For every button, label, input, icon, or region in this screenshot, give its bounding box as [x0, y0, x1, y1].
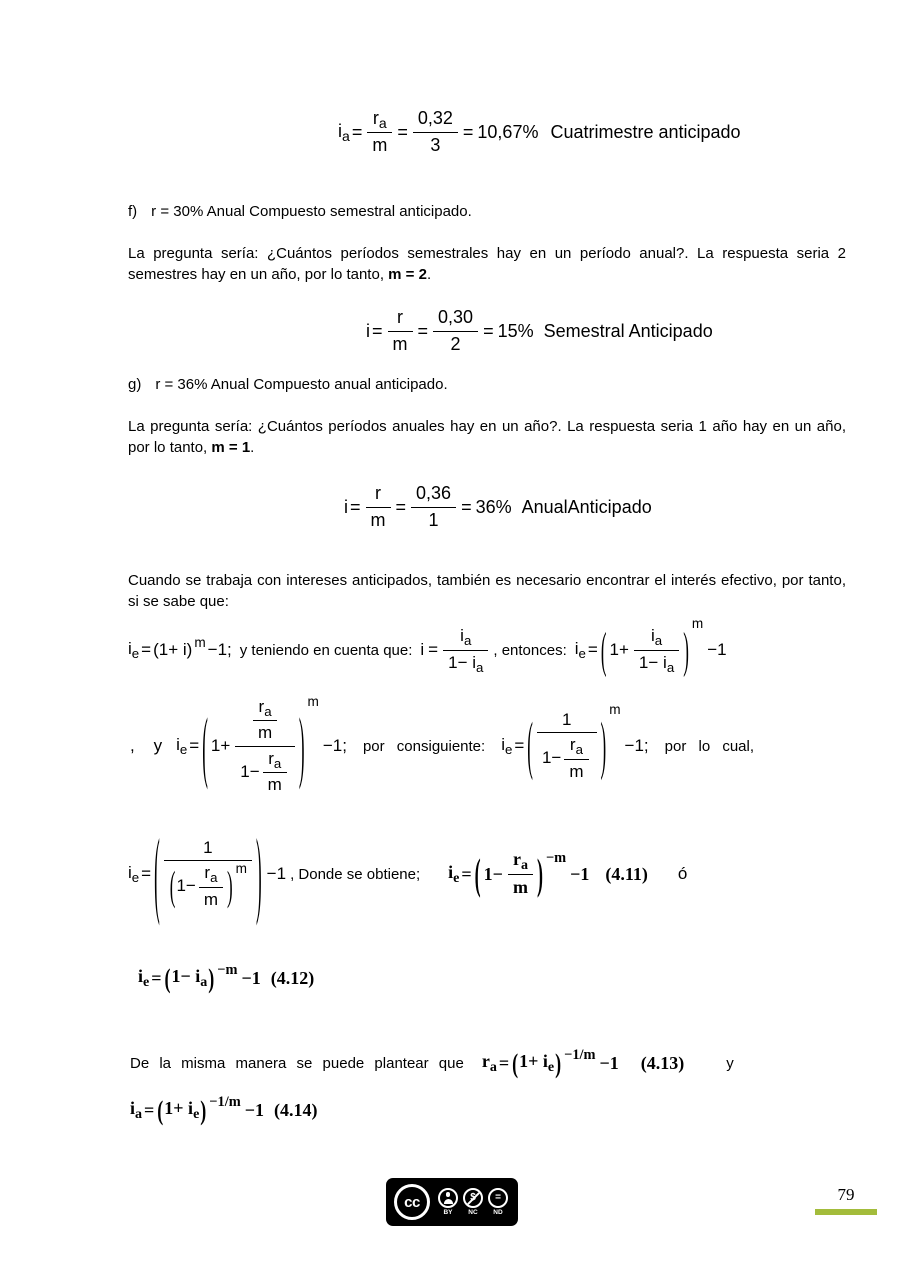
fraction-ia-1-ia: $\frac{i_a}{1- i_a}$: [443, 626, 488, 673]
paragraph-semestral: [128, 243, 846, 285]
fraction-r-m: $\frac{r}{m}$: [366, 483, 391, 531]
fraction-ra-m: $\frac{r_a}{m}$: [564, 735, 588, 782]
paren-open: (: [169, 863, 176, 910]
page-number-box: [815, 1185, 877, 1215]
equals: =: [395, 496, 407, 517]
fraction-ra-m: $\frac{r_a}{m}$: [367, 108, 392, 157]
cc-nc-icon: [463, 1188, 483, 1208]
formula-line-412: [138, 953, 316, 1003]
equation-number: (4.12): [270, 967, 315, 988]
var-ie: $i_e$: [128, 863, 140, 886]
paragraph-text: La pregunta sería: ¿Cuántos períodos anuales hay en un año?. La respuesta seria 1 año hay en un año, por lo tanto,: [128, 418, 846, 456]
equation-4-13: $r_a$ = ( $1+ i_e$ ) −1/m −1 (4.13): [481, 1046, 685, 1079]
exponent: −m: [217, 961, 238, 978]
paragraph-text: .: [250, 439, 255, 456]
var-i: i: [344, 496, 348, 517]
cc-nd-icon: =: [488, 1188, 508, 1208]
equals: =: [397, 121, 408, 142]
formula-label: Cuatrimestre anticipado: [550, 121, 741, 142]
paren-group: ( 1+ $\frac{r_a}{m}$ 1− $\frac{r_a}{m}$ ) m: [202, 694, 319, 794]
fraction-ra-m: $\frac{r_a}{m}$: [263, 749, 287, 796]
item-text: r = 36% Anual Compuesto anual anticipado.: [155, 376, 448, 393]
equation-4-14: $i_a$ = ( $1+ i_e$ ) −1/m −1 (4.14): [130, 1093, 318, 1126]
formula-anual-anticipado: [344, 479, 654, 535]
person-icon: [442, 1192, 454, 1204]
paren-close: ): [208, 962, 215, 994]
paren-group: [526, 702, 621, 783]
var-ie: $i_e$: [501, 735, 513, 758]
exponent: −1/m: [209, 1093, 241, 1110]
nested-fraction: $\frac{r_a}{m}$ 1− $\frac{r_a}{m}$: [235, 697, 295, 795]
fraction-r-m: $\frac{r}{m}$: [388, 307, 413, 355]
item-marker: f): [128, 203, 138, 220]
equals: =: [587, 640, 598, 659]
paren-close: ): [256, 819, 262, 929]
paren-open: (: [600, 622, 607, 678]
item-text: r = 30% Anual Compuesto semestral anticipado.: [151, 203, 472, 220]
formula-result: 15%: [497, 320, 534, 341]
formula-line-411: $i_e$ = ( 1 ( 1− $\frac{r_a}{m}$ ) m ) −1 , Donde se obtiene; $i_e$ = ( 1− $\frac{r_a}{m}$ ) −m −1 (4.11) ó: [128, 819, 688, 929]
exponent: m: [194, 635, 206, 650]
formula-semestral-anticipado: [366, 303, 715, 359]
page-number-accent-bar: [815, 1209, 877, 1215]
cc-by-icon: [438, 1188, 458, 1208]
cc-logo-icon: cc: [394, 1184, 430, 1220]
equation-4-12: $i_e$ = ( $1- i_a$ ) −m −1 (4.12): [138, 961, 315, 994]
var-ie: $i_e$: [448, 862, 460, 887]
list-item-g: [128, 376, 448, 393]
paragraph-anual: [128, 416, 846, 458]
equation-number: (4.13): [640, 1052, 685, 1073]
equation-4-11: $i_e$ = ( 1− $\frac{r_a}{m}$ ) −m −1: [448, 849, 590, 898]
var-ie: $i_e$: [138, 966, 150, 991]
formula-line-414: [130, 1085, 319, 1135]
var-ia: $i_a$: [338, 120, 350, 145]
exponent: −1/m: [564, 1046, 596, 1063]
cc-nd-label: ND: [493, 1209, 503, 1216]
paren-close: ): [227, 863, 233, 910]
item-marker: g): [128, 376, 142, 393]
equals: =: [189, 736, 200, 755]
cc-by-label: BY: [443, 1209, 453, 1216]
inline-text: ó: [677, 864, 688, 883]
formula-line-interes-efectivo: $i_e$ = (1+ i) $^m$ −1; y teniendo en cuenta que: i = $\frac{i_a}{1- i_a}$ , entonces: $i_e$ = ( 1+ $\frac{i_a}{1- i_a}$ ) m −1: [128, 616, 727, 678]
fraction-ra-m: $\frac{r_a}{m}$: [199, 863, 223, 910]
equals: =: [144, 1099, 155, 1120]
var-i: i: [366, 320, 370, 341]
cc-nc-label: NC: [468, 1209, 478, 1216]
formula-line-nested-fractions: , y $i_e$ = ( 1+ $\frac{r_a}{m}$ 1− $\frac{r_a}{m}$ ) m −1; por consiguiente: $i_e$ = ( 1 1− $\frac{r_a}{m}$ ) m −1; por lo cual,: [130, 694, 755, 794]
var-ra: $r_a$: [481, 1051, 497, 1076]
equals: =: [483, 320, 494, 341]
paren-open: (: [154, 819, 160, 929]
expr-1-plus-i: (1+ i) $^m$ −1;: [153, 635, 232, 659]
formula-label: AnualAnticipado: [521, 496, 652, 517]
equals: =: [141, 640, 152, 659]
var-ie: $i_e$: [176, 735, 188, 758]
inline-text: , Donde se obtiene;: [290, 865, 421, 883]
paragraph-intro: [128, 570, 846, 612]
big-fraction: 1 ( 1− $\frac{r_a}{m}$ ) m: [164, 838, 252, 910]
inline-text: De la misma manera se puede plantear que: [130, 1054, 464, 1072]
paren-close: ): [298, 701, 305, 791]
equation-number: (4.11): [605, 863, 648, 884]
var-i: i: [420, 640, 425, 659]
bold-m-value: m = 2: [388, 266, 427, 283]
fraction-1-over: 1 1− $\frac{r_a}{m}$: [537, 710, 597, 782]
exponent: m: [691, 616, 704, 632]
paren-close: ): [536, 850, 543, 898]
paren-close: ): [555, 1047, 562, 1079]
equals: =: [417, 320, 429, 341]
var-ia: $i_a$: [130, 1098, 143, 1123]
paren-group: [153, 819, 263, 929]
equals: =: [372, 320, 383, 341]
formula-cuatrimestre-anticipado: [338, 100, 743, 164]
paren-open: (: [474, 850, 481, 898]
paragraph-text: La pregunta sería: ¿Cuántos períodos semestrales hay en un período anual?. La respuesta seria 2 semestres hay en un año, por lo tanto,: [128, 245, 846, 283]
inline-text: y: [726, 1054, 734, 1072]
inline-text: , entonces:: [493, 641, 567, 659]
equals: =: [428, 640, 439, 659]
equals: =: [461, 496, 472, 517]
paragraph-text: .: [426, 266, 432, 283]
fraction-032-3: $\frac{0,32}{3}$: [413, 108, 458, 156]
equals: =: [462, 121, 474, 142]
cc-license-badge: [386, 1178, 518, 1226]
formula-line-413: [128, 1037, 736, 1089]
fraction-036-1: $\frac{0,36}{1}$: [411, 483, 456, 531]
var-ie: $i_e$: [574, 639, 586, 662]
equals: =: [351, 121, 363, 142]
equals: =: [151, 967, 162, 988]
fraction-030-2: $\frac{0,30}{2}$: [433, 307, 478, 355]
list-item-f: [128, 203, 472, 220]
formula-result: 10,67%: [477, 121, 539, 142]
paren-close: ): [683, 622, 689, 678]
formula-result: 36%: [475, 496, 512, 517]
inline-text: , y: [130, 736, 163, 755]
paragraph-text: Cuando se trabaja con intereses anticipados, también es necesario encontrar el interés efectivo, por tanto, si se sabe que:: [128, 572, 846, 610]
paren-close: ): [600, 709, 607, 783]
paren-close: ): [200, 1094, 207, 1126]
equals: =: [141, 864, 152, 883]
inline-text: por consiguiente:: [362, 737, 486, 755]
fraction-ra-m: $\frac{r_a}{m}$: [508, 849, 533, 899]
formula-label: Semestral Anticipado: [543, 320, 713, 341]
var-ie: $i_e$: [128, 639, 140, 662]
paren-open: (: [202, 701, 208, 791]
paren-open: (: [512, 1047, 519, 1079]
fraction-ia-1-ia: $\frac{i_a}{1- i_a}$: [634, 626, 679, 673]
fraction-ra-m: $\frac{r_a}{m}$: [253, 697, 277, 744]
paren-open: (: [157, 1094, 164, 1126]
exponent: m: [235, 860, 247, 876]
paren-open: (: [164, 962, 171, 994]
equals: =: [514, 736, 525, 755]
inline-text: por lo cual,: [664, 737, 755, 755]
exponent: m: [609, 702, 621, 718]
inline-text: y teniendo en cuenta que:: [239, 641, 413, 659]
paren-group: ( 1+ $\frac{i_a}{1- i_a}$ ) m: [600, 616, 704, 678]
equation-number: (4.14): [273, 1099, 318, 1120]
equals: =: [498, 1052, 510, 1073]
paren-open: (: [527, 709, 533, 783]
equals: =: [350, 496, 361, 517]
exponent: m: [307, 694, 319, 710]
page-number: 79: [837, 1185, 855, 1204]
equals: =: [461, 863, 472, 884]
exponent: −m: [545, 849, 567, 866]
bold-m-value: m = 1: [211, 439, 251, 456]
